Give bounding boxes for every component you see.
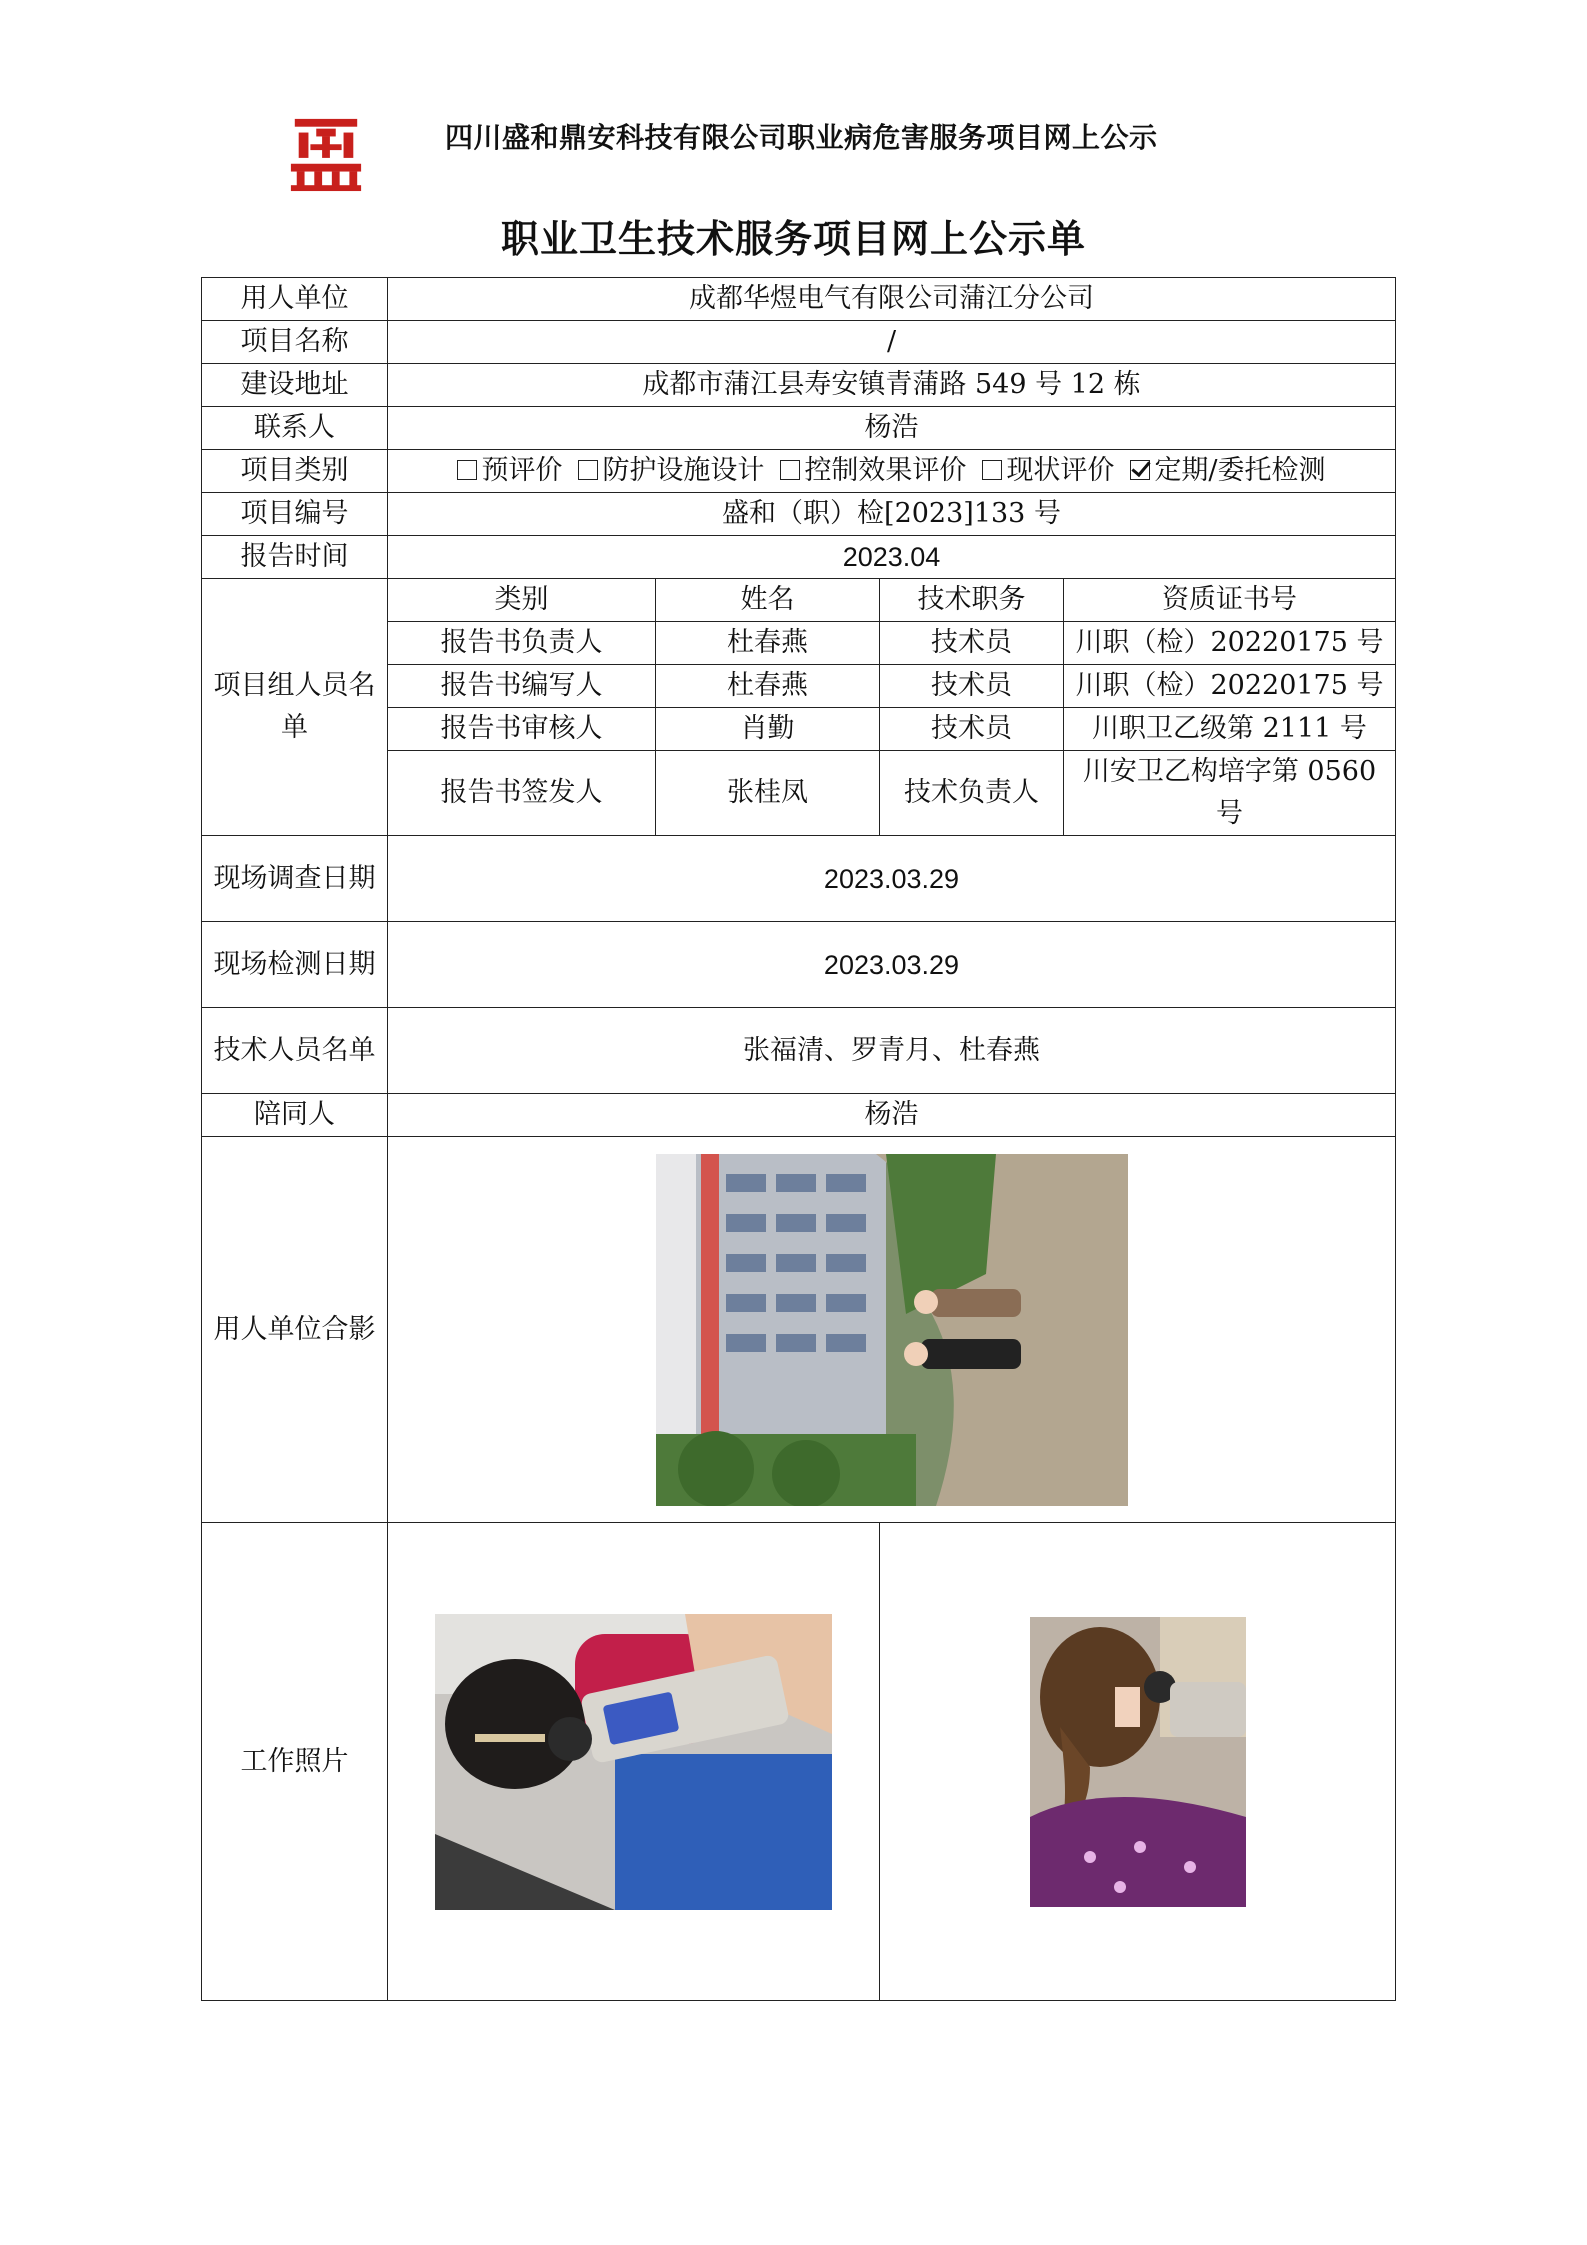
work-photo-1-image <box>435 1614 832 1910</box>
project-no-label: 项目编号 <box>202 493 388 536</box>
work-photo-cell-1 <box>388 1523 880 2001</box>
employer-value: 成都华煜电气有限公司蒲江分公司 <box>388 278 1396 321</box>
contact-value: 杨浩 <box>388 407 1396 450</box>
page-title: 职业卫生技术服务项目网上公示单 <box>500 216 1086 261</box>
row-project-name <box>202 321 1396 364</box>
member-title: 技术员 <box>880 665 1064 708</box>
test-date-label: 现场检测日期 <box>202 922 388 1008</box>
technicians-value: 张福清、罗青月、杜春燕 <box>388 1008 1396 1094</box>
technicians-label: 技术人员名单 <box>202 1008 388 1094</box>
member-cert: 川职（检）20220175 号 <box>1064 622 1396 665</box>
publicity-form <box>201 277 1396 2001</box>
member-role: 报告书编写人 <box>388 665 656 708</box>
member-cert: 川职（检）20220175 号 <box>1064 665 1396 708</box>
project-type-options <box>388 450 1396 493</box>
member-name: 张桂凤 <box>656 751 880 836</box>
employer-label: 用人单位 <box>202 278 388 321</box>
report-time-label: 报告时间 <box>202 536 388 579</box>
option-label: 防护设施设计 <box>602 455 765 486</box>
option-label: 控制效果评价 <box>804 455 967 486</box>
option-label: 现状评价 <box>1006 455 1115 486</box>
survey-date-label: 现场调查日期 <box>202 836 388 922</box>
checkbox-icon <box>780 460 800 480</box>
work-photo-cell-2 <box>880 1523 1396 2001</box>
checkbox-icon <box>982 460 1002 480</box>
address-value: 成都市蒲江县寿安镇青蒲路 549 号 12 栋 <box>388 364 1396 407</box>
team-header-row <box>202 579 1396 622</box>
team-header-role: 类别 <box>388 579 656 622</box>
team-header-name: 姓名 <box>656 579 880 622</box>
company-logo <box>287 115 365 193</box>
survey-date-value: 2023.03.29 <box>388 836 1396 922</box>
option-label: 定期/委托检测 <box>1154 455 1326 486</box>
row-project-type <box>202 450 1396 493</box>
group-photo-image <box>656 1154 1128 1506</box>
group-photo-cell <box>388 1137 1396 1523</box>
row-employer <box>202 278 1396 321</box>
row-project-no <box>202 493 1396 536</box>
member-name: 杜春燕 <box>656 622 880 665</box>
team-label: 项目组人员名单 <box>202 579 388 836</box>
test-date-value: 2023.03.29 <box>388 922 1396 1008</box>
member-title: 技术员 <box>880 622 1064 665</box>
option-pre-evaluation <box>457 455 562 486</box>
member-title: 技术负责人 <box>880 751 1064 836</box>
member-role: 报告书负责人 <box>388 622 656 665</box>
member-title: 技术员 <box>880 708 1064 751</box>
group-photo-label: 用人单位合影 <box>202 1137 388 1523</box>
project-no-value: 盛和（职）检[2023]133 号 <box>388 493 1396 536</box>
contact-label: 联系人 <box>202 407 388 450</box>
option-control-evaluation <box>780 455 966 486</box>
row-work-photos <box>202 1523 1396 2001</box>
member-role: 报告书签发人 <box>388 751 656 836</box>
team-header-title: 技术职务 <box>880 579 1064 622</box>
checkbox-icon <box>578 460 598 480</box>
work-photo-2-image <box>1030 1617 1246 1907</box>
project-name-value: / <box>388 321 1396 364</box>
checkbox-checked-icon <box>1130 460 1150 480</box>
option-protection-design <box>578 455 764 486</box>
row-report-time <box>202 536 1396 579</box>
option-label: 预评价 <box>481 455 563 486</box>
report-time-value: 2023.04 <box>388 536 1396 579</box>
address-label: 建设地址 <box>202 364 388 407</box>
escort-label: 陪同人 <box>202 1094 388 1137</box>
project-name-label: 项目名称 <box>202 321 388 364</box>
row-escort <box>202 1094 1396 1137</box>
row-technicians <box>202 1008 1396 1094</box>
row-address <box>202 364 1396 407</box>
escort-value: 杨浩 <box>388 1094 1396 1137</box>
row-test-date <box>202 922 1396 1008</box>
member-cert: 川职卫乙级第 2111 号 <box>1064 708 1396 751</box>
row-contact <box>202 407 1396 450</box>
row-survey-date <box>202 836 1396 922</box>
company-line: 四川盛和鼎安科技有限公司职业病危害服务项目网上公示 <box>445 121 1158 154</box>
work-photos-label: 工作照片 <box>202 1523 388 2001</box>
project-type-label: 项目类别 <box>202 450 388 493</box>
member-role: 报告书审核人 <box>388 708 656 751</box>
option-status-evaluation <box>982 455 1114 486</box>
member-cert: 川安卫乙构培字第 0560 号 <box>1064 751 1396 836</box>
checkbox-icon <box>457 460 477 480</box>
row-group-photo <box>202 1137 1396 1523</box>
member-name: 肖勤 <box>656 708 880 751</box>
team-header-cert: 资质证书号 <box>1064 579 1396 622</box>
option-periodic-testing <box>1130 455 1325 486</box>
member-name: 杜春燕 <box>656 665 880 708</box>
